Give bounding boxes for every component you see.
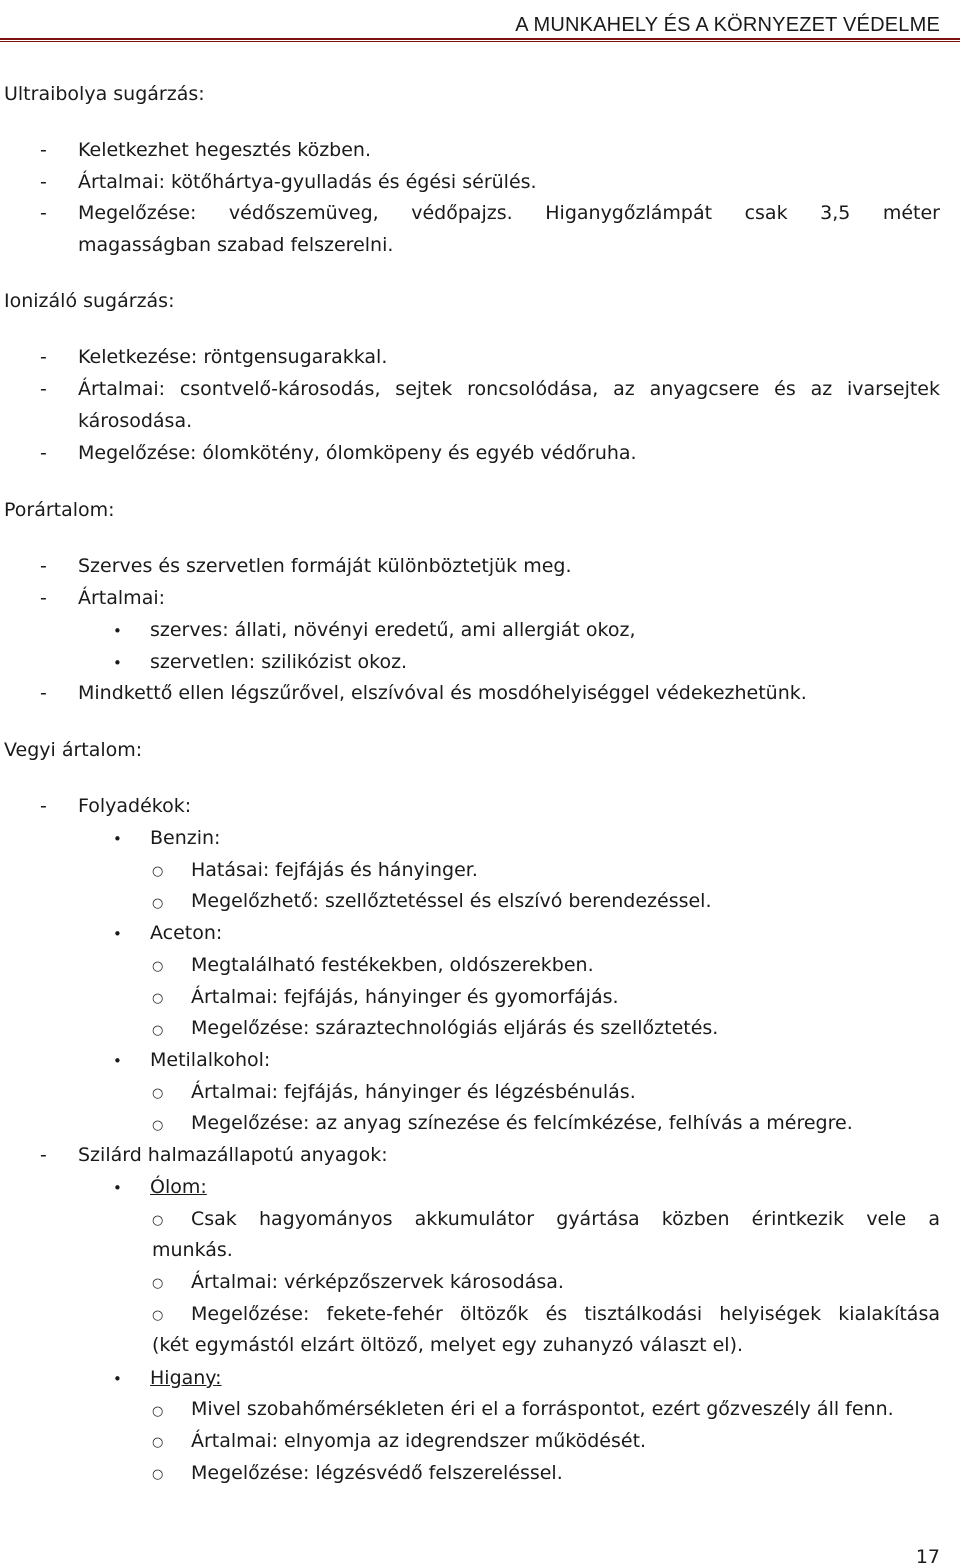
sub-heading-olom: Ólom: [150,1176,207,1198]
colon: : [184,795,192,817]
bullet-marker: • [113,654,122,672]
section-heading-uv: Ultraibolya sugárzás: [4,83,205,105]
circle-marker: ○ [152,1118,164,1133]
list-item-continuation: károsodása. [78,410,193,432]
sub-sub-item: Ártalmai: fejfájás, hányinger és gyomorfájás. [191,986,619,1008]
list-item-liquids [78,794,191,818]
dash-marker: - [40,202,47,224]
sub-sub-item: Megelőzése: légzésvédő felszereléssel. [191,1462,563,1484]
dash-marker: - [40,346,47,368]
list-item: Megelőzése: ólomkötény, ólomköpeny és egyéb védőruha. [78,442,637,464]
sub-sub-item: Megelőzése: az anyag színezése és felcímkézése, felhívás a méregre. [191,1112,853,1134]
liquids-label: Folyadékok [78,795,185,817]
sub-heading-higany: Higany: [150,1367,222,1389]
sub-sub-item-continuation: (két egymástól elzárt öltöző, melyet egy zuhanyzó választ el). [152,1334,744,1356]
circle-marker: ○ [152,864,164,879]
circle-marker: ○ [152,1308,164,1323]
sub-sub-item: Csak hagyományos akkumulátor gyártása közben érintkezik vele a [191,1208,940,1230]
aceton-label: Aceton [150,922,216,944]
bullet-marker: • [113,830,122,848]
sub-heading-metilalkohol: Metilalkohol: [150,1049,271,1071]
sub-list-item: szervetlen: szilikózist okoz. [150,651,408,673]
dash-marker: - [40,171,47,193]
circle-marker: ○ [152,1467,164,1482]
circle-marker: ○ [152,1276,164,1291]
sub-sub-item: Megelőzése: száraztechnológiás eljárás és szellőztetés. [191,1017,719,1039]
bullet-marker: • [113,1052,122,1070]
header-rule-thin [0,41,960,42]
dash-marker: - [40,682,47,704]
circle-marker: ○ [152,1435,164,1450]
dash-marker: - [40,555,47,577]
circle-marker: ○ [152,1404,164,1419]
sub-sub-item: Megelőzhető: szellőztetéssel és elszívó berendezéssel. [191,890,712,912]
sub-list-item: szerves: állati, növényi eredetű, ami allergiát okoz, [150,619,636,641]
sub-heading-aceton [150,921,222,945]
sub-sub-item: Ártalmai: fejfájás, hányinger és légzésbénulás. [191,1081,636,1103]
list-item: Szerves és szervetlen formáját különböztetjük meg. [78,555,572,577]
circle-marker: ○ [152,959,164,974]
dash-marker: - [40,795,47,817]
circle-marker: ○ [152,1023,164,1038]
colon: : [381,1144,388,1166]
list-item: Ártalmai: csontvelő-károsodás, sejtek roncsolódása, az anyagcsere és az ivarsejtek [78,378,940,400]
section-heading-dust: Porártalom: [4,499,115,521]
bullet-marker: • [113,622,122,640]
dash-marker: - [40,587,47,609]
page-number: 17 [915,1546,940,1568]
solids-label: Szilárd halmazállapotú anyagok [78,1144,382,1166]
circle-marker: ○ [152,1213,164,1228]
bullet-marker: • [113,1179,122,1197]
list-item: Keletkezhet hegesztés közben. [78,139,372,161]
dash-marker: - [40,378,47,400]
sub-sub-item: Mivel szobahőmérsékleten éri el a forráspontot, ezért gőzveszély áll fenn. [191,1398,894,1420]
circle-marker: ○ [152,991,164,1006]
circle-marker: ○ [152,896,164,911]
circle-marker: ○ [152,1086,164,1101]
sub-sub-item: Ártalmai: vérképzőszervek károsodása. [191,1271,564,1293]
header-rule [0,38,960,40]
sub-sub-item: Megtalálható festékekben, oldószerekben. [191,954,594,976]
sub-sub-item-continuation: munkás. [152,1239,233,1261]
sub-sub-item: Ártalmai: elnyomja az idegrendszer működését. [191,1430,647,1452]
section-heading-ionizing: Ionizáló sugárzás: [4,290,175,312]
list-item: Ártalmai: kötőhártya-gyulladás és égési sérülés. [78,171,537,193]
list-item: Ártalmai: [78,587,166,609]
bullet-marker: • [113,1370,122,1388]
sub-heading-benzin: Benzin: [150,827,221,849]
list-item: Mindkettő ellen légszűrővel, elszívóval és mosdóhelyiséggel védekezhetünk. [78,682,807,704]
bullet-marker: • [113,925,122,943]
colon: : [215,922,223,944]
list-item-solids [78,1143,388,1167]
list-item-continuation: magasságban szabad felszerelni. [78,234,394,256]
section-heading-chemical: Vegyi ártalom: [4,739,143,761]
page-header-title: A MUNKAHELY ÉS A KÖRNYEZET VÉDELME [515,14,940,36]
sub-sub-item: Megelőzése: fekete-fehér öltözők és tisztálkodási helyiségek kialakítása [191,1303,940,1325]
list-item: Keletkezése: röntgensugarakkal. [78,346,388,368]
dash-marker: - [40,139,47,161]
list-item: Megelőzése: védőszemüveg, védőpajzs. Higanygőzlámpát csak 3,5 méter [78,202,940,224]
dash-marker: - [40,442,47,464]
sub-sub-item: Hatásai: fejfájás és hányinger. [191,859,478,881]
dash-marker: - [40,1144,47,1166]
